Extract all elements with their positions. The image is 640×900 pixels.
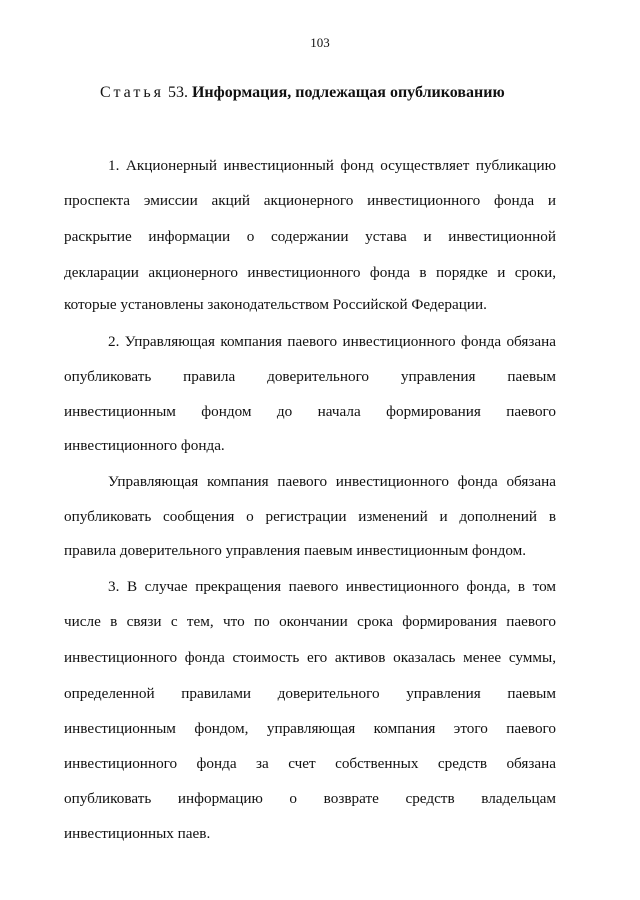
article-label: Статья — [100, 84, 164, 101]
article-title: Информация, подлежащая опубликованию — [191, 84, 505, 101]
paragraph-3-line: Управляющая компания паевого инвестиционного фонда обязана — [108, 473, 556, 490]
paragraph-4-line: инвестиционных паев. — [64, 825, 211, 842]
paragraph-4-line: числе в связи с тем, что по окончании срока формирования паевого — [64, 613, 556, 630]
paragraph-2-line: опубликовать правила доверительного управления паевым — [64, 368, 556, 385]
paragraph-2-line: инвестиционным фондом до начала формирования паевого — [64, 403, 556, 420]
paragraph-4-line: определенной правилами доверительного управления паевым — [64, 685, 556, 702]
article-number: 53. — [167, 84, 188, 101]
paragraph-4-line: 3. В случае прекращения паевого инвестиционного фонда, в том — [108, 578, 556, 595]
paragraph-4-line: инвестиционного фонда стоимость его активов оказалась менее суммы, — [64, 649, 556, 666]
page-number: 103 — [310, 35, 330, 50]
article-heading — [100, 84, 580, 102]
paragraph-4-line: опубликовать информацию о возврате средств владельцам — [64, 790, 556, 807]
paragraph-1-line: проспекта эмиссии акций акционерного инвестиционного фонда и — [64, 192, 556, 209]
paragraph-2-line: инвестиционного фонда. — [64, 437, 225, 454]
paragraph-4-line: инвестиционным фондом, управляющая компания этого паевого — [64, 720, 556, 737]
paragraph-2-line: 2. Управляющая компания паевого инвестиционного фонда обязана — [108, 333, 556, 350]
paragraph-4-line: инвестиционного фонда за счет собственных средств обязана — [64, 755, 556, 772]
paragraph-1-line: декларации акционерного инвестиционного фонда в порядке и сроки, — [64, 264, 556, 281]
paragraph-1-line: которые установлены законодательством Российской Федерации. — [64, 296, 487, 313]
paragraph-3-line: опубликовать сообщения о регистрации изменений и дополнений в — [64, 508, 556, 525]
paragraph-1-line: 1. Акционерный инвестиционный фонд осуществляет публикацию — [108, 157, 556, 174]
paragraph-3-line: правила доверительного управления паевым инвестиционным фондом. — [64, 542, 527, 559]
paragraph-1-line: раскрытие информации о содержании устава и инвестиционной — [64, 228, 556, 245]
